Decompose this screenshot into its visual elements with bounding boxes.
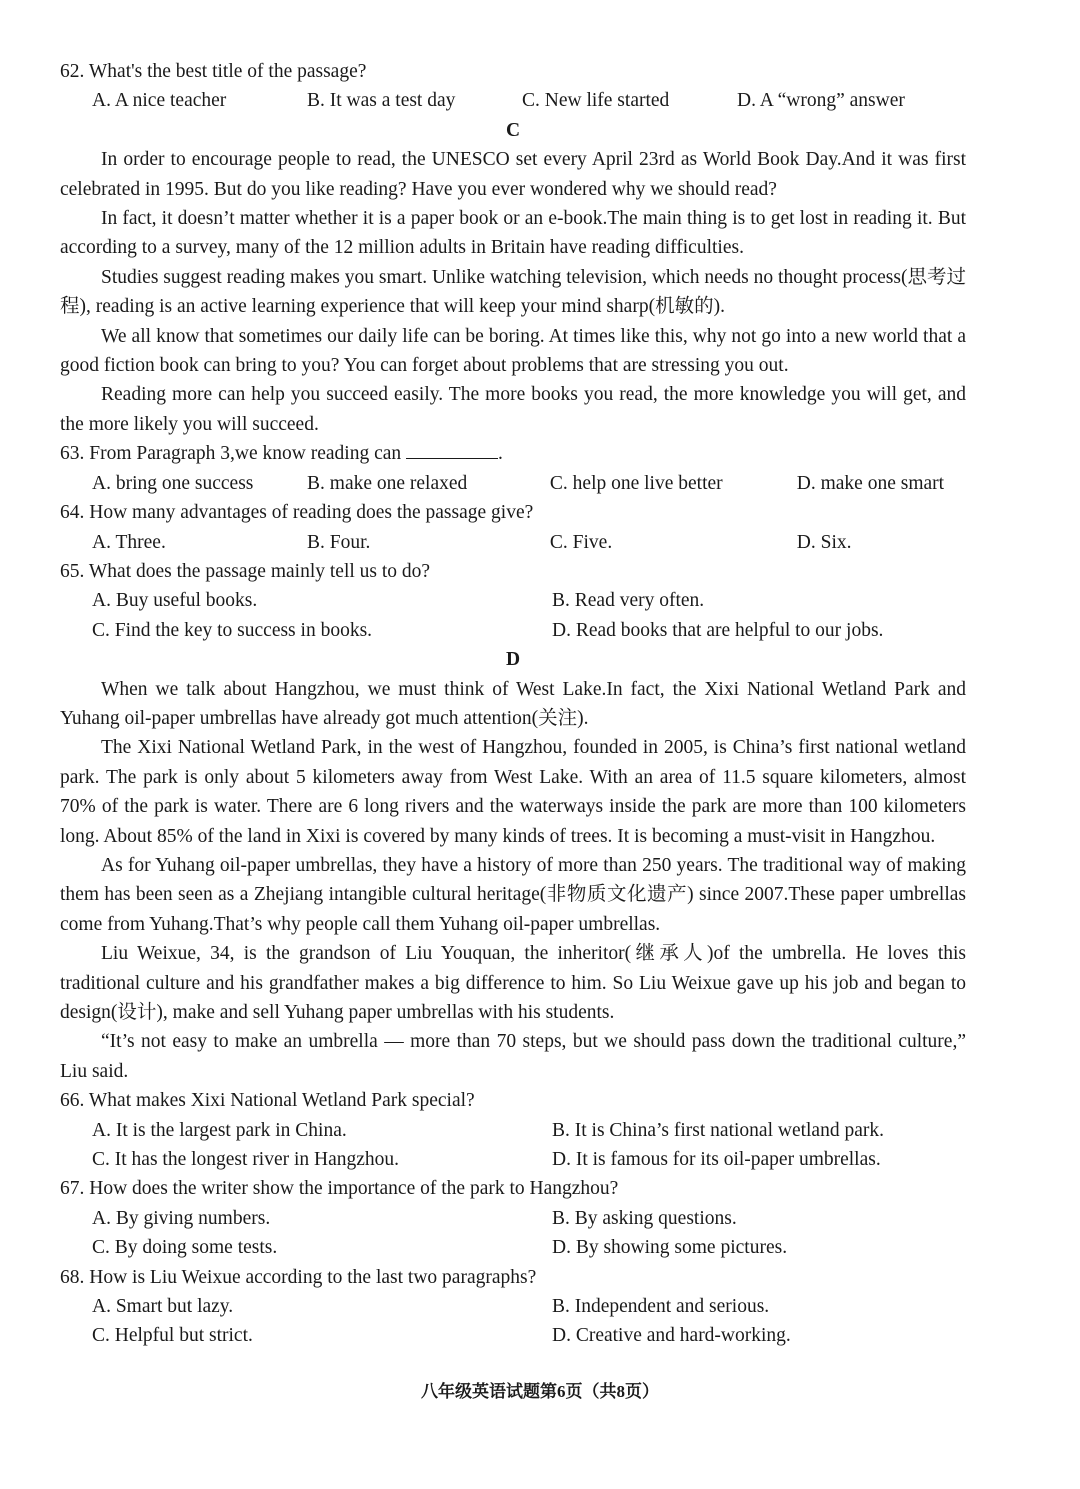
question-66-options-row-1 [60,1116,966,1145]
question-62-stem: 62. What's the best title of the passage? [60,61,367,82]
section-d-heading: D [505,649,521,671]
answer-blank [406,440,498,459]
option-62-b: B. It was a test day [307,90,456,112]
option-66-b: B. It is China’s first national wetland park. [552,1119,884,1141]
question-64-stem: 64. How many advantages of reading does the passage give? [60,502,534,524]
option-66-d: D. It is famous for its oil-paper umbrellas. [552,1149,881,1171]
section-d-paragraph-1: When we talk about Hangzhou, we must think of West Lake.In fact, the Xixi National Wetland Park and Yuhang oil-paper umbrellas have already got much attention(关注). [60,678,966,729]
option-64-d: D. Six. [796,531,852,553]
option-63-a: A. bring one success [92,472,254,494]
option-65-c: C. Find the key to success in books. [92,619,373,641]
option-64-a: A. Three. [92,531,166,553]
option-68-b: B. Independent and serious. [552,1296,770,1318]
option-64-b: B. Four. [307,531,371,553]
option-63-b: B. make one relaxed [307,472,468,494]
option-62-a: A. A nice teacher [92,90,227,112]
section-d-paragraph-3: As for Yuhang oil-paper umbrellas, they have a history of more than 250 years. The traditional way of making them has been seen as a Zhejiang intangible cultural heritage(非物质文化遗产) since 2007.These paper umbrellas come from Yuhang.That’s why people call them Yuhang oil-paper umbrellas. [60,854,966,935]
option-62-c: C. New life started [522,90,670,112]
question-68-options-row-1 [60,1292,966,1321]
option-67-d: D. By showing some pictures. [552,1237,788,1259]
section-c-paragraph-2: In fact, it doesn’t matter whether it is a paper book or an e-book.The main thing is to get lost in reading it. But according to a survey, many of the 12 million adults in Britain have reading difficulties. [60,208,966,259]
section-c-paragraph-4: We all know that sometimes our daily life can be boring. At times like this, why not go into a new world that a good fiction book can bring to you? You can forget about problems that are stressing you out. [60,325,966,377]
option-62-d: D. A “wrong” answer [737,90,905,112]
question-66-stem: 66. What makes Xixi National Wetland Park special? [60,1090,475,1112]
question-68-stem: 68. How is Liu Weixue according to the last two paragraphs? [60,1266,537,1288]
option-68-a: A. Smart but lazy. [92,1296,234,1318]
exam-content [60,57,966,1351]
question-66-options-row-2 [60,1145,966,1174]
question-67-options-row-1 [60,1204,966,1233]
question-63-text: 63. From Paragraph 3,we know reading can [60,443,402,465]
question-68-options-row-2 [60,1321,966,1350]
option-67-c: C. By doing some tests. [92,1237,278,1259]
question-62-options [60,86,966,115]
option-65-b: B. Read very often. [552,590,705,612]
section-c-paragraph-3: Studies suggest reading makes you smart. Unlike watching television, which needs no thought process(思考过程), reading is an active learning experience that will keep your mind sharp(机敏的). [60,266,966,318]
section-c-paragraph-5: Reading more can help you succeed easily. The more books you read, the more knowledge you will get, and the more likely you will succeed. [60,384,966,435]
question-63-options [60,469,966,498]
option-63-c: C. help one live better [549,472,723,494]
question-67-stem: 67. How does the writer show the importance of the park to Hangzhou? [60,1178,619,1200]
question-67-options-row-2 [60,1233,966,1262]
question-65-stem: 65. What does the passage mainly tell us to do? [60,560,431,582]
question-65-options-row-2 [60,616,966,645]
option-65-d: D. Read books that are helpful to our jobs. [552,619,884,641]
section-d-paragraph-4: Liu Weixue, 34, is the grandson of Liu Youquan, the inheritor(继承人)of the umbrella. He loves this traditional culture and his grandfather makes a big difference to him. So Liu Weixue gave up his job and began to design(设计), make and sell Yuhang paper umbrellas with his students. [60,943,966,1023]
section-d-paragraph-5: “It’s not easy to make an umbrella — more than 70 steps, but we should pass down the traditional culture,” Liu said. [60,1031,966,1082]
page-footer: 八年级英语试题第6页（共8页） [421,1382,659,1401]
option-67-b: B. By asking questions. [552,1207,737,1229]
option-66-c: C. It has the longest river in Hangzhou. [92,1149,400,1171]
question-65-options-row-1 [60,586,966,615]
option-68-c: C. Helpful but strict. [92,1325,253,1347]
section-d-paragraph-2: The Xixi National Wetland Park, in the west of Hangzhou, founded in 2005, is China’s first national wetland park. The park is only about 5 kilometers away from West Lake. With an area of 11.5 square kilometers, almost 70% of the park is water. There are 6 long rivers and the waterways inside the park are more than 100 kilometers long. About 85% of the land in Xixi is covered by many kinds of trees. It is becoming a must-visit in Hangzhou. [60,737,966,847]
question-63-stem [60,439,966,468]
option-65-a: A. Buy useful books. [92,590,258,612]
option-64-c: C. Five. [549,531,613,553]
section-c-heading: C [505,119,521,141]
option-67-a: A. By giving numbers. [92,1207,271,1229]
question-63-end: . [498,443,503,465]
question-64-options [60,528,966,557]
section-c-paragraph-1: In order to encourage people to read, the UNESCO set every April 23rd as World Book Day.And it was first celebrated in 1995. But do you like reading? Have you ever wondered why we should read? [60,149,966,200]
option-66-a: A. It is the largest park in China. [92,1119,347,1141]
option-63-d: D. make one smart [796,472,945,494]
option-68-d: D. Creative and hard-working. [552,1325,791,1347]
